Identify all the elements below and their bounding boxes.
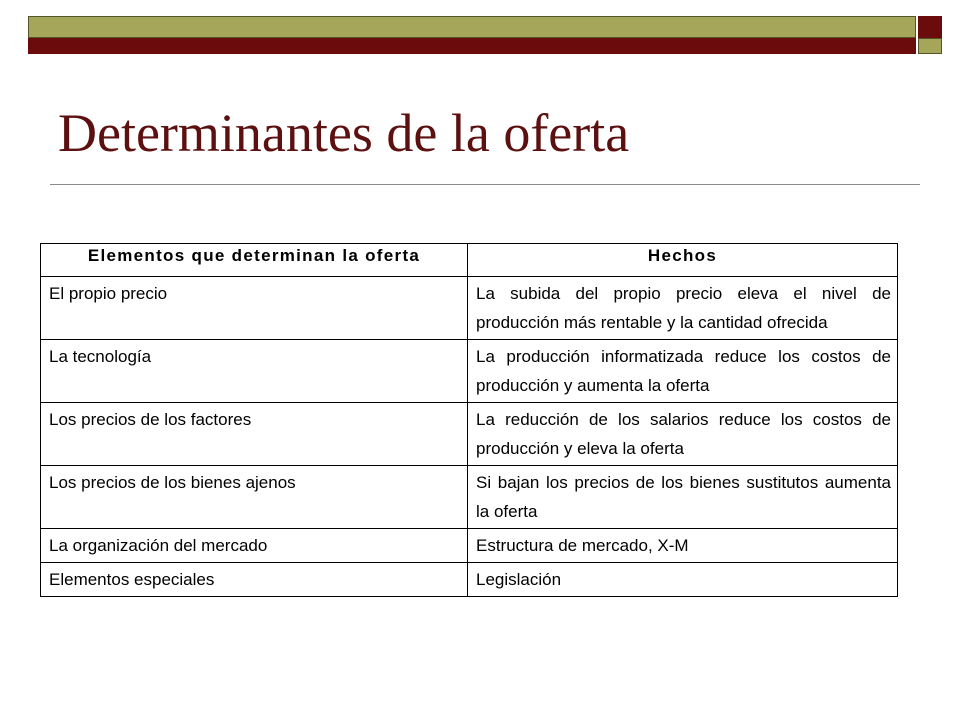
row-fact: Estructura de mercado, X-M <box>468 529 898 563</box>
table-header-row <box>41 244 898 277</box>
row-fact: Si bajan los precios de los bienes sustitutos aumenta la oferta <box>468 466 898 529</box>
determinants-table <box>40 243 898 597</box>
row-fact: La reducción de los salarios reduce los costos de producción y eleva la oferta <box>468 403 898 466</box>
top-red-bar <box>28 38 916 54</box>
row-element: Elementos especiales <box>41 563 468 597</box>
table-row <box>41 403 898 466</box>
table-row <box>41 529 898 563</box>
row-fact: La producción informatizada reduce los costos de producción y aumenta la oferta <box>468 340 898 403</box>
header-facts: Hechos <box>468 244 898 277</box>
row-element: Los precios de los bienes ajenos <box>41 466 468 529</box>
row-element: Los precios de los factores <box>41 403 468 466</box>
table-row <box>41 563 898 597</box>
table-row <box>41 277 898 340</box>
slide-title: Determinantes de la oferta <box>58 103 630 163</box>
title-divider <box>50 184 920 185</box>
row-element: El propio precio <box>41 277 468 340</box>
table-row <box>41 466 898 529</box>
row-element: La organización del mercado <box>41 529 468 563</box>
row-element: La tecnología <box>41 340 468 403</box>
corner-olive-square <box>918 38 942 54</box>
corner-red-square <box>918 16 942 38</box>
header-elements: Elementos que determinan la oferta <box>41 244 468 277</box>
table-row <box>41 340 898 403</box>
row-fact: Legislación <box>468 563 898 597</box>
top-olive-bar <box>28 16 916 38</box>
row-fact: La subida del propio precio eleva el nivel de producción más rentable y la cantidad ofrecida <box>468 277 898 340</box>
